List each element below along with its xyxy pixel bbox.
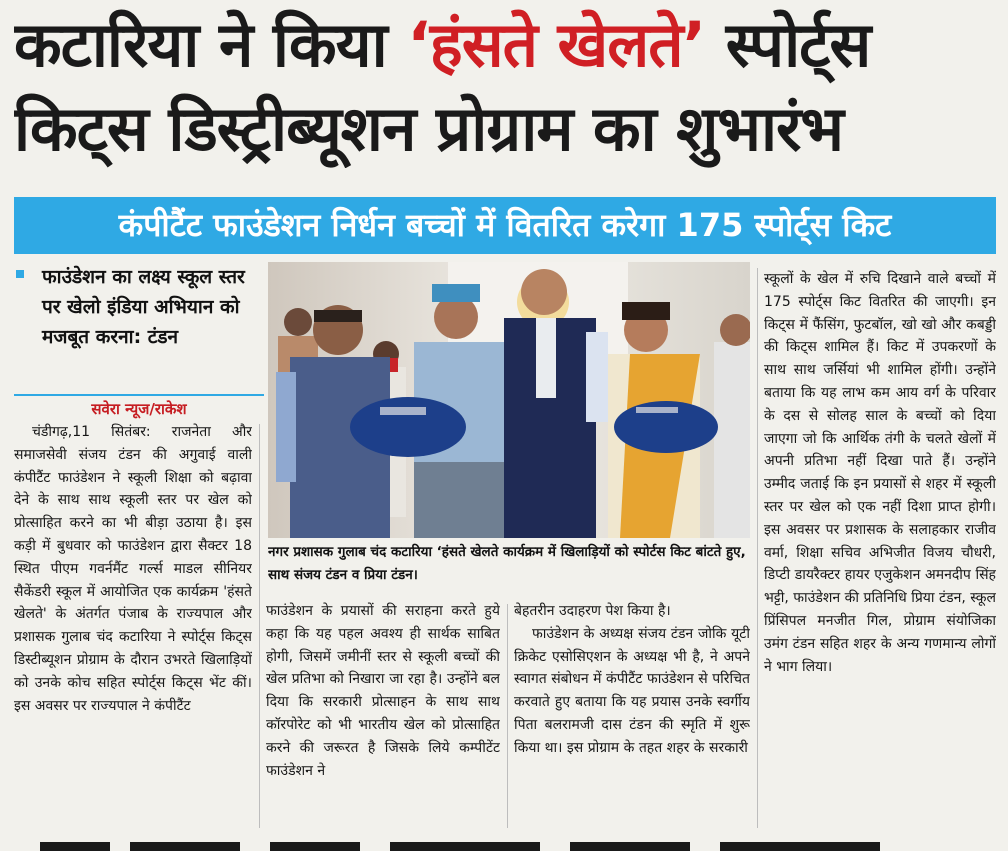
column-divider	[507, 604, 508, 828]
event-photo-illustration	[268, 262, 750, 538]
column-4-paragraph-1: स्कूलों के खेल में रुचि दिखाने वाले बच्चों में 175 स्पोर्ट्स किट वितरित की जाएगी। इन किट्स में फैंसिंग, फुटबॉल, खो खो और कबड्डी की किट्स शामिल हैं। किट में उपकरणों के साथ साथ जर्सियां भी शामिल होंगी। उन्होंने बताया कि यह लाभ कम आय वर्ग के परिवार के दस से सोलह साल के बच्चों को दिया जाएगा जो कि आर्थिक तंगी के चलते खेलों में अपनी प्रतिभा नहीं दिखा पाते हैं। उन्होंने उम्मीद जताई कि इन प्रयासों से शहर में स्कूली स्तर पर खेल को एक नहीं दिशा प्राप्त होगी।	[764, 271, 996, 515]
headline-part-2: स्पोर्ट्स	[705, 8, 871, 81]
photo-caption: नगर प्रशासक गुलाब चंद कटारिया ‘हंसते खेलते कार्यक्रम में खिलाड़ियों को स्पोर्टस किट बांटते हुए, साथ संजय टंडन व प्रिया टंडन।	[268, 544, 746, 583]
next-article-fragment	[0, 834, 1008, 851]
cropped-text-fragment	[0, 834, 1008, 851]
article-column-4	[764, 268, 996, 833]
event-photo	[268, 262, 750, 538]
highlight-box	[14, 262, 264, 386]
headline-line-1	[14, 6, 994, 84]
article-column-1: चंडीगढ़,11 सितंबर: राजनेता और समाजसेवी संजय टंडन की अगुवाई वाली कंपीटैंट फाउंडेशन ने स्कूली शिक्षा को बढ़ावा देने के साथ साथ स्कूली स्तर पर खेल को प्रोत्साहित करने का भी बीड़ा उठाया है। इस कड़ी में बुधवार को फाउंडेशन द्वारा सैक्टर 18 स्थित पीएम गवर्नमैंट गर्ल्स माडल सीनियर सैकेंडरी स्कूल में आयोजित एक कार्यक्रम 'हंसते खेलते' के अंतर्गत पंजाब के राज्यपाल और प्रशासक गुलाब चंद कटारिया ने स्पोर्ट्स किट्स डिस्टीब्यूशन प्रोग्राम के दौरान उभरते खिलाड़ियों को उनके कोच सहित स्पोर्ट्स किट्स भेंट कीं। इस अवसर पर राज्यपाल ने कंपीटैंट	[14, 424, 252, 714]
byline: सवेरा न्यूज/राकेश	[14, 394, 264, 422]
headline-line-2: किट्स डिस्ट्रीब्यूशन प्रोग्राम का शुभारंभ	[14, 92, 843, 165]
headline-part-1: कटारिया ने किया	[14, 8, 408, 81]
headline-highlight: ‘हंसते खेलते’	[407, 8, 706, 81]
article-column-2: फाउंडेशन के प्रयासों की सराहना करते हुये कहा कि यह पहल अवश्य ही सार्थक साबित होगी, जिसमें जमीनीं स्तर से स्कूली बच्चों की खेल प्रतिभा को निखारा जा रहा है। उन्होंने बल दिया कि सरकारी प्रोत्साहन के साथ साथ कॉरपोरेट को भी भारतीय खेल को प्रोत्साहित करने की जरूरत है जिसके लिये कम्पीटेंट फाउंडेशन ने	[266, 603, 500, 779]
strapline-banner: कंपीटैंट फाउंडेशन निर्धन बच्चों में वितरित करेगा 175 स्पोर्ट्स किट	[14, 197, 996, 254]
bullet-square-icon	[16, 270, 24, 278]
column-divider	[757, 268, 758, 828]
column-divider	[259, 424, 260, 828]
column-3-paragraph-1: बेहतरीन उदाहरण पेश किया है।	[514, 603, 671, 619]
column-4-paragraph-2: इस अवसर पर प्रशासक के सलाहकार राजीव वर्मा, शिक्षा सचिव अभिजीत विजय चौधरी, डिप्टी डायरैक्टर हायर एजुकेशन अमनदीप सिंह भट्टी, फाउंडेशन की प्रतिनिधि प्रिया टंडन, स्कूल प्रिंसिपल मनजीत गिल, प्रोग्राम संयोजिका उमंग टंडन सहित शहर के अन्य गणमान्य लोगों ने भाग लिया।	[764, 521, 996, 675]
article-column-3	[514, 600, 750, 830]
column-3-paragraph-2: फाउंडेशन के अध्यक्ष संजय टंडन जोकि यूटी क्रिकेट एसोसिएशन के अध्यक्ष भी है, ने अपने स्वागत संबोधन में कंपीटैंट फाउंडेशन से परिचित करवाते हुए बताया कि यह प्रयास उनके स्वर्गीय पिता बलरामजी दास टंडन की स्मृति में शुरू किया था। इस प्रोग्राम के तहत शहर के सरकारी	[514, 625, 750, 756]
highlight-text: फाउंडेशन का लक्ष्य स्कूल स्तर पर खेलो इंडिया अभियान को मजबूत करना: टंडन	[42, 266, 245, 348]
